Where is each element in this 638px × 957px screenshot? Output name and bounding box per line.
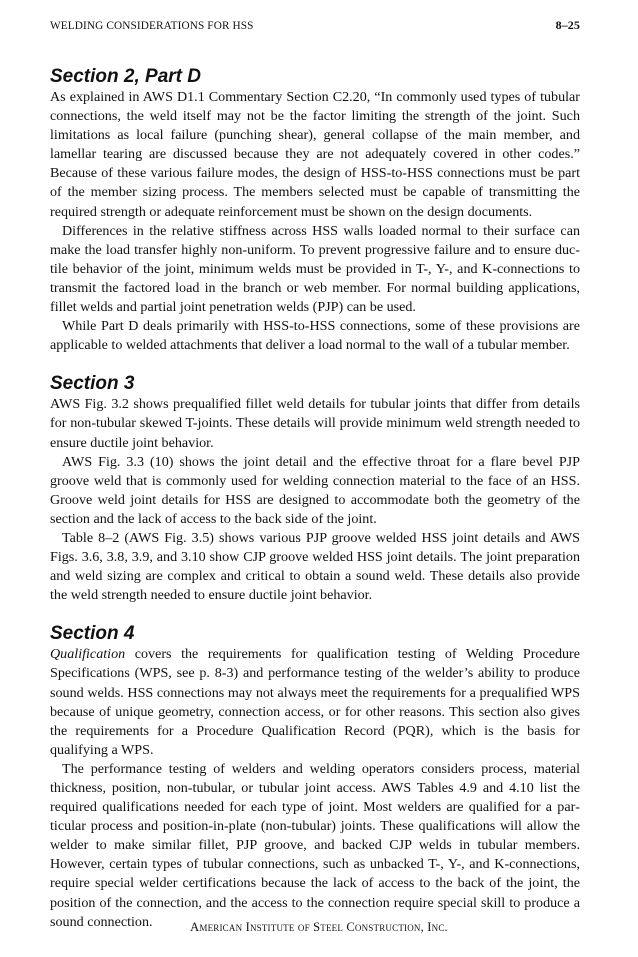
paragraph-body: covers the requirements for qualification testing of Welding Procedure Specifications (WPS, see p. 8-3) and performance testing of the welder’s ability to produce sound welds. HSS connections may not always meet the requirements for a prequalified WPS because of unique geometry, connection access, or for other reasons. This section also gives the requirements for a Procedure Qualification Record (PQR), which is the basis for qualifying a WPS. xyxy=(50,646,580,758)
paragraph: AWS Fig. 3.3 (10) shows the joint detail and the effective throat for a flare bevel PJP groove weld that is commonly used for welding connection material to the face of an HSS. Groove weld joint details for HSS are designed to accommodate both the geometry of the section and the lack of access to the back side of the joint. xyxy=(50,453,580,527)
paragraph: As explained in AWS D1.1 Commentary Section C2.20, “In commonly used types of tubular connections, the weld itself may not be the factor limiting the strength of the joint. Such limitations as local failure (punching shear), general collapse of the main member, and lamellar tearing are discussed because they are not adequately covered in other codes.” Because of these various failure modes, the design of HSS-to-HSS connections must be part of the member sizing process. The members selected must be capable of transmitting the required strength or adequate reinforcement must be shown on the design documents. xyxy=(50,89,580,220)
paragraph: While Part D deals primarily with HSS-to-HSS connections, some of these provisions are applicable to welded attachments that deliver a load normal to the wall of a tubular member. xyxy=(50,318,580,354)
section-3 xyxy=(50,373,580,605)
page xyxy=(50,18,580,950)
page-number: 8–25 xyxy=(555,18,580,32)
section-2-part-d xyxy=(50,66,580,355)
footer-publisher: American Institute of Steel Construction, Inc. xyxy=(190,920,448,934)
paragraph: AWS Fig. 3.2 shows prequalified fillet weld details for tubular joints that differ from details for non-tubular skewed T-joints. These details will provide minimum weld strength needed to ensure ductile joint behavior. xyxy=(50,396,580,451)
section-heading: Section 3 xyxy=(50,373,135,395)
running-head-title: WELDING CONSIDERATIONS FOR HSS xyxy=(50,20,254,32)
running-head xyxy=(50,18,580,46)
section-heading: Section 2, Part D xyxy=(50,66,201,87)
footer xyxy=(0,920,638,935)
lead-term: Qualification xyxy=(50,646,126,663)
paragraph: Differences in the relative stiffness across HSS walls loaded normal to their surface can make the load transfer highly non-uniform. To prevent progressive failure and to ensure ductile behavior of the joint, minimum welds must be provided in T-, Y-, and K-connections to transmit the factored load in the branch or web member. For normal building applications, fillet welds and partial joint penetration welds (PJP) can be used. xyxy=(50,222,580,316)
paragraph xyxy=(50,645,580,760)
section-4 xyxy=(50,623,580,931)
paragraph: The performance testing of welders and welding operators considers process, material thickness, position, non-tubular, or tubular joint access. AWS Tables 4.9 and 4.10 list the required qualifications needed for each type of joint. Most welders are qualified for a particular process and position-in-plate (non-tubular) joints. These qualifications will allow the welder to make similar fillet, PJP groove, and backed CJP welds in tubular members. However, certain types of tubular connections, such as unbacked T-, Y-, and K-connections, require special welder certifications because the lack of access to the back of the joint, the position of the connection, and the access to the connection require special skill to produce a sound connection. xyxy=(50,760,580,930)
section-heading: Section 4 xyxy=(50,623,135,645)
paragraph: Table 8–2 (AWS Fig. 3.5) shows various PJP groove welded HSS joint details and AWS Figs. 3.6, 3.8, 3.9, and 3.10 show CJP groove welded HSS joint details. The joint preparation and weld sizing are complex and critical to obtain a sound weld. These details also provide the weld strength needed to ensure ductile joint behavior. xyxy=(50,529,580,604)
